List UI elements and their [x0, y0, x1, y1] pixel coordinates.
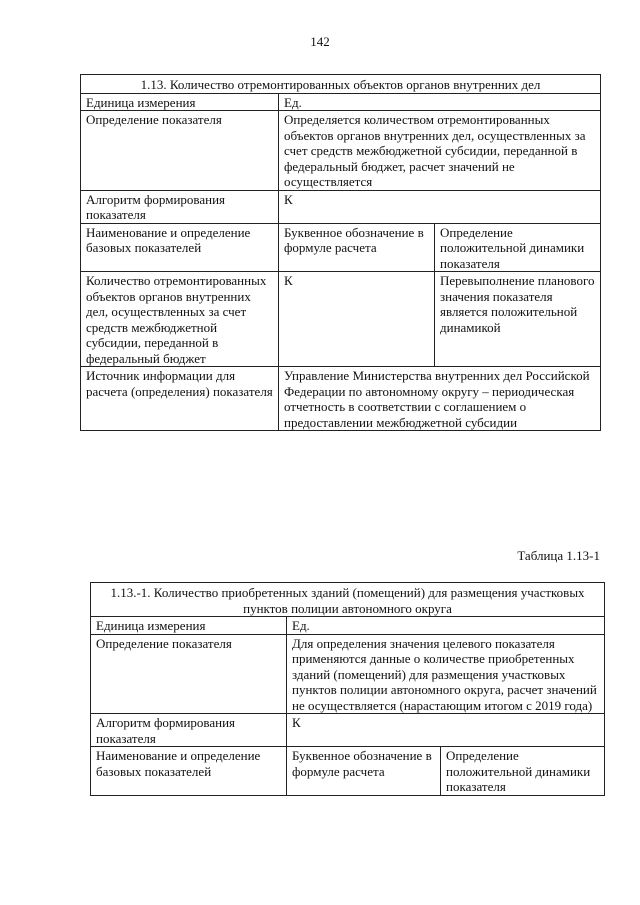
table-caption: Таблица 1.13-1: [517, 548, 600, 563]
base-header-symbol: Буквенное обозначение в формуле расчета: [287, 747, 441, 796]
algorithm-value: К: [287, 714, 605, 747]
definition-value: Определяется количеством отремонтированных объектов органов внутренних дел, осуществленных за счет средств межбюджетной субсидии, переданной в федеральный бюджет, расчет значений не осуществляется: [279, 111, 601, 191]
source-value: Управление Министерства внутренних дел Российской Федерации по автономному округу – периодическая отчетность в соответствии с соглашением о предоставлении межбюджетной субсидии: [279, 367, 601, 431]
base-header-row: [91, 747, 605, 796]
base-row-symbol: К: [279, 272, 435, 367]
base-header-row: [81, 223, 601, 272]
base-header-label: Наименование и определение базовых показателей: [81, 223, 279, 272]
page-number: 142: [310, 34, 330, 49]
base-row-dynamics: Перевыполнение планового значения показателя является положительной динамикой: [435, 272, 601, 367]
base-header-dynamics: Определение положительной динамики показателя: [441, 747, 605, 796]
unit-value: Ед.: [279, 93, 601, 111]
definition-label: Определение показателя: [91, 634, 287, 714]
base-header-label: Наименование и определение базовых показателей: [91, 747, 287, 796]
algorithm-label: Алгоритм формирования показателя: [91, 714, 287, 747]
algorithm-label: Алгоритм формирования показателя: [81, 190, 279, 223]
unit-row: [81, 93, 601, 111]
algorithm-row: [81, 190, 601, 223]
definition-row: [81, 111, 601, 191]
base-header-dynamics: Определение положительной динамики показателя: [435, 223, 601, 272]
definition-value: Для определения значения целевого показателя применяются данные о количестве приобретенных зданий (помещений) для размещения участковых пунктов полиции автономного округа, расчет значений не осуществляется (нарастающим итогом с 2019 года): [287, 634, 605, 714]
unit-row: [91, 617, 605, 635]
source-row: [81, 367, 601, 431]
definition-row: [91, 634, 605, 714]
unit-label: Единица измерения: [81, 93, 279, 111]
algorithm-row: [91, 714, 605, 747]
table-title: 1.13.-1. Количество приобретенных зданий (помещений) для размещения участковых пунктов полиции автономного округа: [91, 583, 605, 617]
table-title: 1.13. Количество отремонтированных объектов органов внутренних дел: [81, 75, 601, 94]
unit-value: Ед.: [287, 617, 605, 635]
unit-label: Единица измерения: [91, 617, 287, 635]
table-title-row: [81, 75, 601, 94]
base-header-symbol: Буквенное обозначение в формуле расчета: [279, 223, 435, 272]
indicator-table-1-13-1: [90, 582, 605, 796]
table-title-row: [91, 583, 605, 617]
source-label: Источник информации для расчета (определения) показателя: [81, 367, 279, 431]
base-row: [81, 272, 601, 367]
algorithm-value: К: [279, 190, 601, 223]
definition-label: Определение показателя: [81, 111, 279, 191]
base-row-name: Количество отремонтированных объектов органов внутренних дел, осуществленных за счет средств межбюджетной субсидии, переданной в федеральный бюджет: [81, 272, 279, 367]
indicator-table-1-13: [80, 74, 601, 431]
